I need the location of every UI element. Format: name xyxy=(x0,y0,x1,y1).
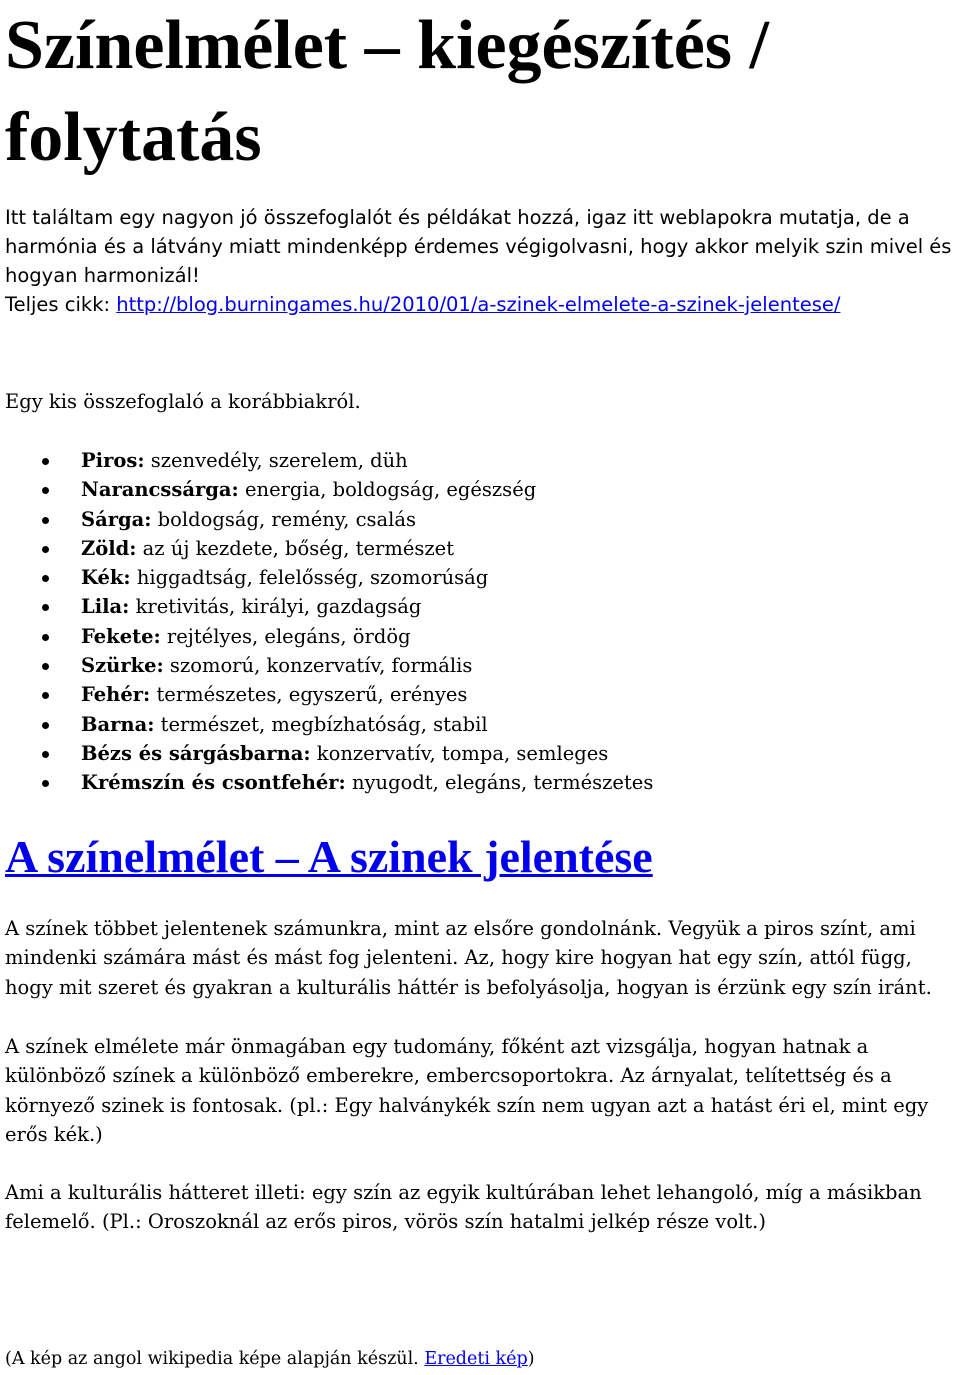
color-meaning: természetes, egyszerű, erényes xyxy=(150,683,468,707)
color-meaning: kretivitás, királyi, gazdagság xyxy=(129,595,422,619)
color-name: Zöld: xyxy=(81,536,137,560)
bullet-icon xyxy=(42,517,49,524)
color-list-item xyxy=(5,651,653,680)
color-name: Fekete: xyxy=(81,624,161,648)
color-list-item xyxy=(5,622,653,651)
color-list-item xyxy=(5,768,653,797)
color-meaning: természet, megbízhatóság, stabil xyxy=(154,712,488,736)
page-title: Színelmélet – kiegészítés / folytatás xyxy=(5,7,769,176)
color-name: Kék: xyxy=(81,566,131,590)
color-meaning: boldogság, remény, csalás xyxy=(151,507,417,531)
color-list-item xyxy=(5,475,653,504)
color-list-item xyxy=(5,505,653,534)
bullet-icon xyxy=(42,692,49,699)
color-name: Sárga: xyxy=(81,507,152,531)
bullet-icon xyxy=(42,722,49,729)
color-meaning: szomorú, konzervatív, formális xyxy=(163,654,473,678)
color-meaning: energia, boldogság, egészség xyxy=(238,478,537,502)
color-list-item xyxy=(5,592,653,621)
intro-block xyxy=(5,203,957,319)
bullet-icon xyxy=(42,575,49,582)
original-image-link[interactable]: Eredeti kép xyxy=(424,1349,528,1369)
color-name: Piros: xyxy=(81,449,145,472)
color-list-item xyxy=(5,563,653,592)
intro-paragraph: Itt találtam egy nagyon jó összefoglalót és példákat hozzá, igaz itt weblapokra mutatja, de a harmónia és a látvány miatt mindenképp érdemes végigolvasni, hogy akkor melyik szin mivel és hogyan harmonizál! xyxy=(5,206,952,287)
section-title-link[interactable]: A színelmélet – A szinek jelentése xyxy=(5,831,653,882)
color-name: Lila: xyxy=(81,595,130,619)
bullet-icon xyxy=(42,751,49,758)
color-name: Bézs és sárgásbarna: xyxy=(81,741,311,765)
color-list-item xyxy=(5,446,653,475)
color-meaning: rejtélyes, elegáns, ördög xyxy=(160,624,411,648)
document-page xyxy=(5,0,957,1369)
full-article-link[interactable]: http://blog.burningames.hu/2010/01/a-szinek-elmelete-a-szinek-jelentese/ xyxy=(116,293,841,316)
section-paragraph-2: A színek elmélete már önmagában egy tudomány, főként azt vizsgálja, hogyan hatnak a különböző színek a különböző emberekre, embercsoportokra. Az árnyalat, telítettség és a környező szinek is fontosak. (pl.: Egy halványkék szín nem ugyan azt a hatást éri el, mint egy erős kék.) xyxy=(5,1035,929,1146)
bullet-icon xyxy=(42,487,49,494)
bullet-icon xyxy=(42,663,49,670)
summary-heading: Egy kis összefoglaló a korábbiakról. xyxy=(5,390,361,413)
color-name: Barna: xyxy=(81,712,155,736)
color-list-item xyxy=(5,739,653,768)
image-credit-note xyxy=(5,1346,535,1372)
image-credit-prefix: (A kép az angol wikipedia képe alapján készül. xyxy=(5,1349,425,1369)
color-meaning: nyugodt, elegáns, természetes xyxy=(345,771,654,795)
full-article-label: Teljes cikk: xyxy=(5,293,117,316)
color-list-item xyxy=(5,710,653,739)
color-meaning: az új kezdete, bőség, természet xyxy=(136,536,455,560)
section-title xyxy=(5,828,653,886)
color-meaning-list xyxy=(5,446,653,798)
section-paragraph-3: Ami a kulturális hátteret illeti: egy szín az egyik kultúrában lehet lehangoló, míg a másikban felemelő. (Pl.: Oroszoknál az erős piros, vörös szín hatalmi jelkép része volt.) xyxy=(5,1181,922,1234)
color-meaning: szenvedély, szerelem, düh xyxy=(144,449,408,472)
color-list-item xyxy=(5,534,653,563)
bullet-icon xyxy=(42,634,49,641)
section-paragraph-1: A színek többet jelentenek számunkra, mint az elsőre gondolnánk. Vegyük a piros színt, ami mindenki számára mást és mást fog jelenteni. Az, hogy kire hogyan hat egy szín, attól függ, hogy mit szeret és gyakran a kulturális háttér is befolyásolja, hogyan is érzünk egy szín iránt. xyxy=(5,917,932,999)
color-name: Krémszín és csontfehér: xyxy=(81,771,346,795)
bullet-icon xyxy=(42,546,49,553)
full-article-line xyxy=(5,290,957,319)
bullet-icon xyxy=(42,458,49,465)
bullet-icon xyxy=(42,780,49,787)
color-meaning: konzervatív, tompa, semleges xyxy=(310,741,609,765)
color-name: Fehér: xyxy=(81,683,151,707)
color-meaning: higgadtság, felelősség, szomorúság xyxy=(130,566,489,590)
bullet-icon xyxy=(42,604,49,611)
color-name: Szürke: xyxy=(81,654,164,678)
color-name: Narancssárga: xyxy=(81,478,239,502)
color-list-item xyxy=(5,680,653,709)
image-credit-suffix: ) xyxy=(527,1349,535,1369)
